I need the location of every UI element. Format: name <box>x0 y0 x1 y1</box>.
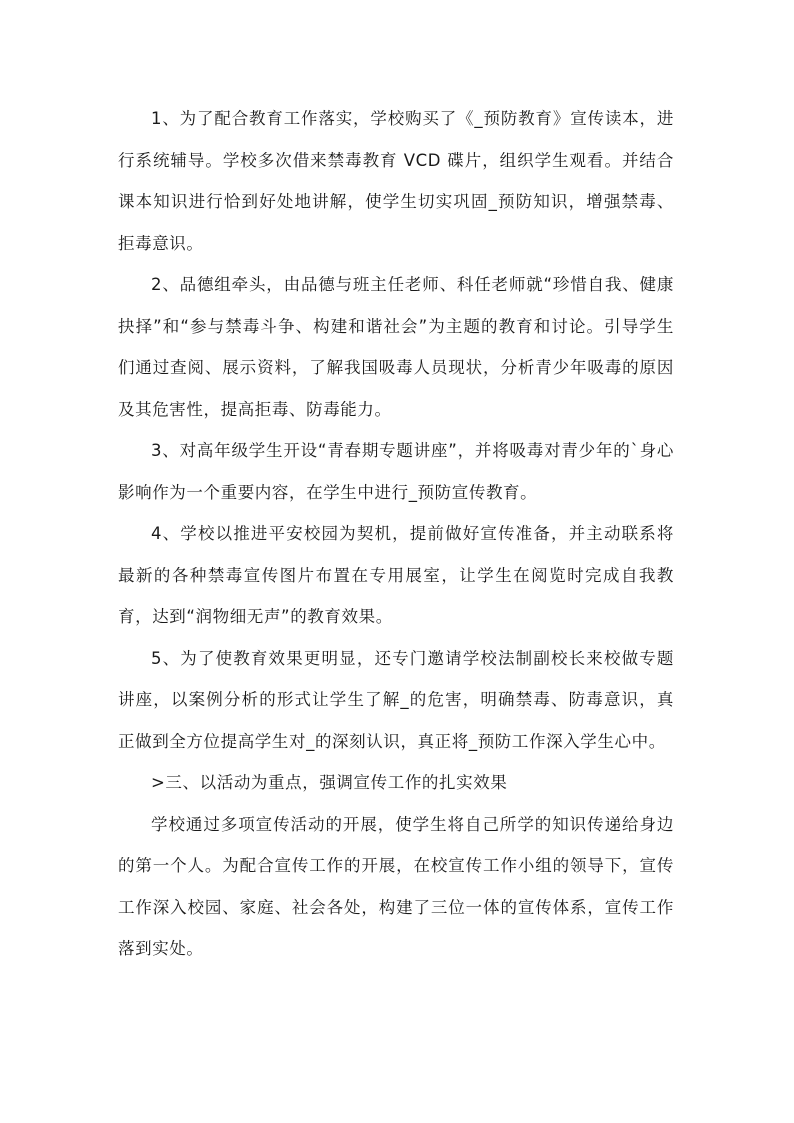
paragraph-2: 2、品德组牵头，由品德与班主任老师、科任老师就“珍惜自我、健康抉择”和“参与禁毒斗争、构建和谐社会”为主题的教育和讨论。引导学生们通过查阅、展示资料，了解我国吸毒人员现状，分析青少年吸毒的原因及其危害性，提高拒毒、防毒能力。 <box>118 275 674 419</box>
closing-paragraph: 学校通过多项宣传活动的开展，使学生将自己所学的知识传递给身边的第一个人。为配合宣传工作的开展，在校宣传工作小组的领导下，宣传工作深入校园、家庭、社会各处，构建了三位一体的宣传体系，宣传工作落到实处。 <box>118 814 674 958</box>
document-page <box>118 98 674 970</box>
paragraph-4: 4、学校以推进平安校园为契机，提前做好宣传准备，并主动联系将最新的各种禁毒宣传图片布置在专用展室，让学生在阅览时完成自我教育，达到“润物细无声”的教育效果。 <box>118 524 674 626</box>
paragraph-3: 3、对高年级学生开设“青春期专题讲座”，并将吸毒对青少年的`身心影响作为一个重要内容，在学生中进行_预防宣传教育。 <box>118 441 674 502</box>
paragraph-1: 1、为了配合教育工作落实，学校购买了《_预防教育》宣传读本，进行系统辅导。学校多次借来禁毒教育 VCD 碟片，组织学生观看。并结合课本知识进行恰到好处地讲解，使学生切实巩固_预防知识，增强禁毒、拒毒意识。 <box>118 109 674 253</box>
section-heading: >三、以活动为重点，强调宣传工作的扎实效果 <box>151 773 508 792</box>
paragraph-5: 5、为了使教育效果更明显，还专门邀请学校法制副校长来校做专题讲座，以案例分析的形式让学生了解_的危害，明确禁毒、防毒意识，真正做到全方位提高学生对_的深刻认识，真正将_预防工作深入学生心中。 <box>118 648 674 751</box>
